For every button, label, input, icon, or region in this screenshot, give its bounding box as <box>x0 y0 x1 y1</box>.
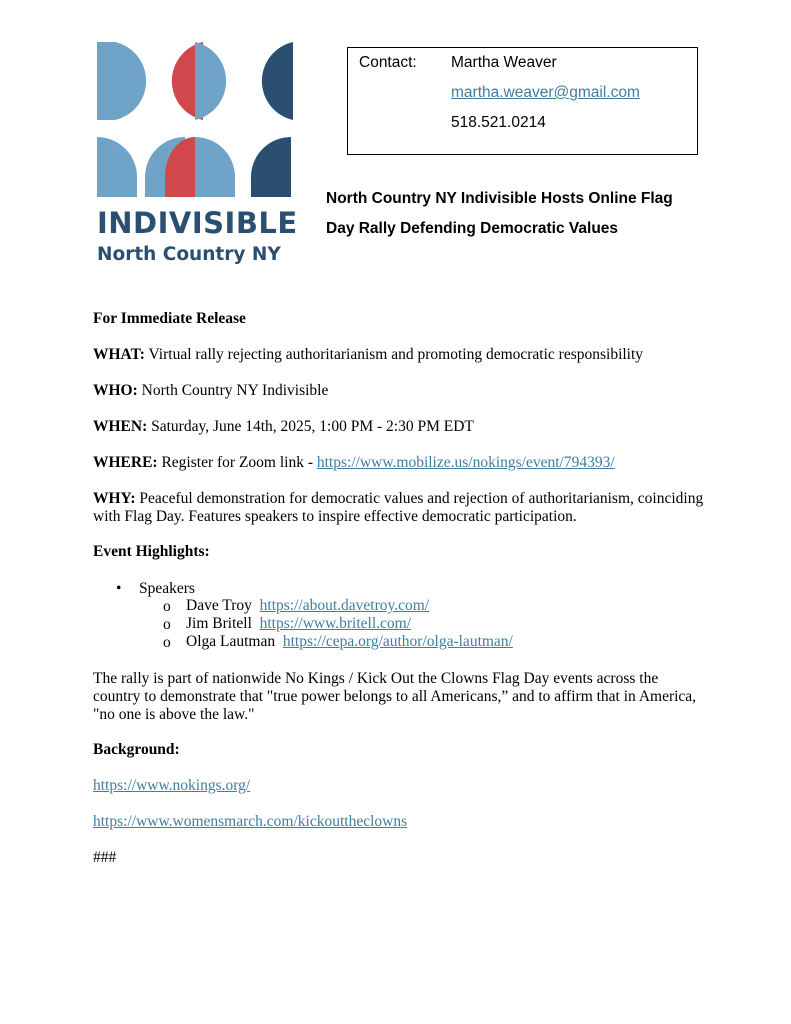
logo-shape-bottom-5 <box>251 137 291 197</box>
contact-label: Contact: <box>359 54 417 71</box>
logo-subtitle: North Country NY <box>97 244 281 265</box>
speaker-item-1 <box>186 597 429 615</box>
logo-shape-bottom-1 <box>97 137 137 197</box>
release-label: For Immediate Release <box>93 310 246 327</box>
who-label: WHO: <box>93 382 138 399</box>
logo-shape-top-1 <box>97 42 146 120</box>
logo-wordmark: INDIVISIBLE <box>97 206 298 240</box>
who-line <box>93 382 328 400</box>
where-text: Register for Zoom link - <box>157 454 317 471</box>
speaker-link[interactable]: https://about.davetroy.com/ <box>259 597 430 614</box>
logo-shape-top-4 <box>262 42 293 120</box>
speaker-name: Jim Britell <box>186 615 252 632</box>
nokings-link[interactable]: https://www.nokings.org/ <box>93 777 251 794</box>
zoom-registration-link[interactable]: https://www.mobilize.us/nokings/event/794393/ <box>316 454 615 471</box>
headline-line-1: North Country NY Indivisible Hosts Online Flag <box>326 190 673 207</box>
when-text: Saturday, June 14th, 2025, 1:00 PM - 2:30 PM EDT <box>147 418 474 435</box>
highlights-heading: Event Highlights: <box>93 543 210 560</box>
contact-email-link[interactable]: martha.weaver@gmail.com <box>451 84 640 101</box>
when-line <box>93 418 474 436</box>
why-text: Peaceful demonstration for democratic values and rejection of authoritarianism, coinciding with Flag Day. Features speakers to inspire effective democratic participation. <box>93 490 704 525</box>
speaker-item-3 <box>186 633 513 651</box>
speakers-label: Speakers <box>139 580 195 597</box>
womensmarch-link[interactable]: https://www.womensmarch.com/kickouttheclowns <box>93 813 408 830</box>
logo-shape-bottom-4 <box>195 137 235 197</box>
speaker-item-2 <box>186 615 411 633</box>
who-text: North Country NY Indivisible <box>137 382 329 399</box>
headline-line-2: Day Rally Defending Democratic Values <box>326 220 619 237</box>
why-paragraph <box>93 490 713 526</box>
press-headline <box>326 184 706 244</box>
rally-paragraph: The rally is part of nationwide No Kings / Kick Out the Clowns Flag Day events across the country to demonstrate that "true power belongs to all Americans,” and to affirm that in America, "no one is above the law." <box>93 670 697 723</box>
logo-shape-top-3 <box>195 42 226 120</box>
speaker-name: Olga Lautman <box>186 633 276 650</box>
contact-box <box>347 47 698 155</box>
bullet-symbol: • <box>116 580 122 597</box>
sub-bullet-2: o <box>163 616 171 633</box>
speaker-link[interactable]: https://www.britell.com/ <box>259 615 412 632</box>
sub-bullet-3: o <box>163 634 171 651</box>
speaker-link[interactable]: https://cepa.org/author/olga-lautman/ <box>282 633 513 650</box>
background-heading: Background: <box>93 741 180 758</box>
speaker-name: Dave Troy <box>186 597 252 614</box>
where-line <box>93 454 615 472</box>
speakers-bullet <box>116 580 195 598</box>
why-label: WHY: <box>93 490 136 507</box>
what-text: Virtual rally rejecting authoritarianism and promoting democratic responsibility <box>144 346 644 363</box>
when-label: WHEN: <box>93 418 148 435</box>
end-mark: ### <box>93 849 117 866</box>
contact-phone: 518.521.0214 <box>451 114 546 131</box>
what-line <box>93 346 643 364</box>
where-label: WHERE: <box>93 454 158 471</box>
what-label: WHAT: <box>93 346 145 363</box>
contact-name: Martha Weaver <box>451 54 557 71</box>
sub-bullet-1: o <box>163 598 171 615</box>
